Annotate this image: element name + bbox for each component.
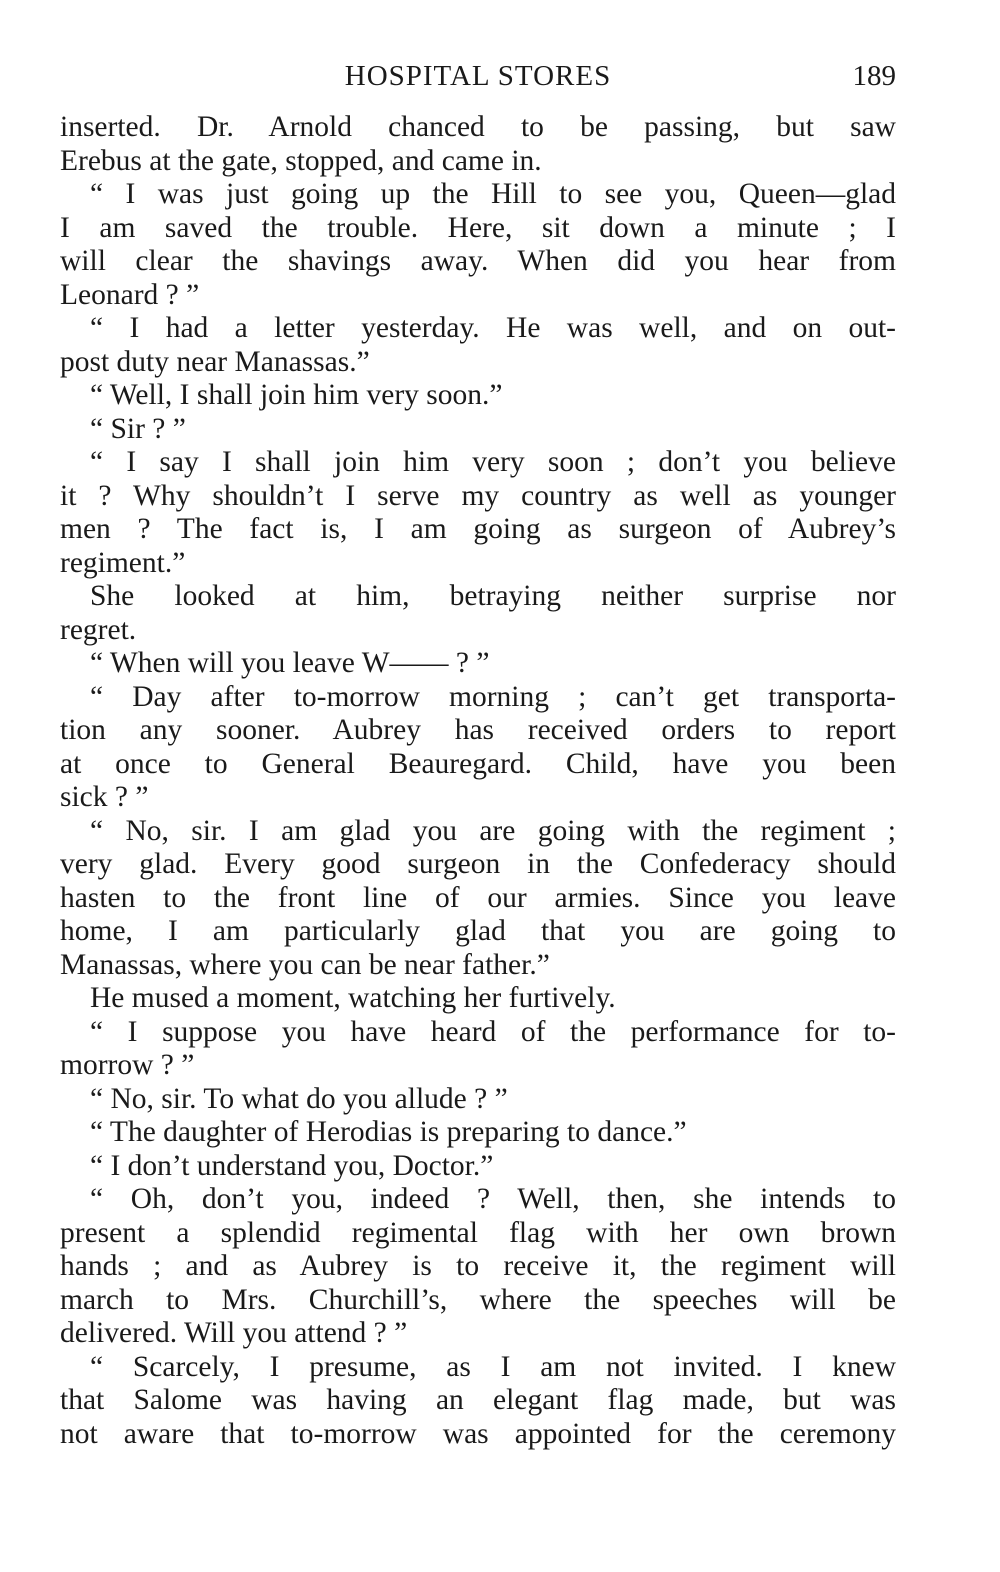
text-line: it ? Why shouldn’t I serve my country as well as younger	[60, 479, 896, 512]
text-line: that Salome was having an elegant flag made, but was	[60, 1384, 896, 1416]
text-line: She looked at him, betraying neither surprise nor	[90, 580, 896, 612]
text-line: “ Well, I shall join him very soon.”	[90, 379, 503, 411]
text-line: “ Sir ? ”	[90, 412, 186, 445]
text-line: hasten to the front line of our armies. Since you leave	[60, 881, 896, 914]
text-line: inserted. Dr. Arnold chanced to be passing, but saw	[60, 111, 896, 143]
text-line: regiment.”	[60, 546, 186, 579]
text-line: “ I don’t understand you, Doctor.”	[90, 1149, 494, 1182]
text-line: tion any sooner. Aubrey has received orders to report	[60, 714, 896, 746]
text-line: at once to General Beauregard. Child, have you been	[60, 747, 896, 780]
running-title: HOSPITAL STORES	[344, 60, 612, 92]
text-line: Leonard ? ”	[60, 278, 200, 311]
text-line: “ I suppose you have heard of the performance for to-	[90, 1015, 896, 1048]
text-line: present a splendid regimental flag with her own brown	[60, 1216, 896, 1249]
text-line: will clear the shavings away. When did you hear from	[60, 245, 896, 277]
text-line: “ Oh, don’t you, indeed ? Well, then, she intends to	[90, 1183, 896, 1215]
running-header	[60, 56, 896, 96]
page-number: 189	[852, 60, 896, 92]
text-line: He mused a moment, watching her furtively.	[90, 982, 616, 1014]
text-line: “ When will you leave W—— ? ”	[90, 647, 490, 679]
text-line: “ I say I shall join him very soon ; don’t you believe	[90, 446, 896, 478]
text-line: “ I was just going up the Hill to see you, Queen—glad	[90, 178, 896, 210]
text-line: I am saved the trouble. Here, sit down a minute ; I	[60, 211, 896, 244]
text-line: post duty near Manassas.”	[60, 345, 370, 378]
text-line: not aware that to-morrow was appointed for the ceremony	[60, 1417, 896, 1450]
text-line: Manassas, where you can be near father.”	[60, 948, 550, 981]
text-line: “ The daughter of Herodias is preparing to dance.”	[90, 1116, 687, 1148]
text-line: home, I am particularly glad that you are going to	[60, 915, 896, 947]
body-text	[60, 111, 896, 1451]
text-line: very glad. Every good surgeon in the Confederacy should	[60, 848, 896, 880]
text-line: march to Mrs. Churchill’s, where the speeches will be	[60, 1283, 896, 1316]
text-line: Erebus at the gate, stopped, and came in.	[60, 144, 542, 177]
text-line: “ I had a letter yesterday. He was well, and on out-	[90, 312, 896, 344]
text-line: hands ; and as Aubrey is to receive it, the regiment will	[60, 1250, 896, 1282]
text-line: morrow ? ”	[60, 1049, 195, 1081]
text-line: “ No, sir. To what do you allude ? ”	[90, 1082, 508, 1115]
text-line: men ? The fact is, I am going as surgeon of Aubrey’s	[60, 513, 896, 545]
text-line: regret.	[60, 613, 137, 646]
text-line: “ No, sir. I am glad you are going with the regiment ;	[90, 814, 896, 847]
text-line: “ Day after to-morrow morning ; can’t get transporta-	[90, 680, 896, 713]
text-line: delivered. Will you attend ? ”	[60, 1317, 408, 1349]
text-line: sick ? ”	[60, 781, 149, 813]
text-line: “ Scarcely, I presume, as I am not invited. I knew	[90, 1350, 896, 1383]
